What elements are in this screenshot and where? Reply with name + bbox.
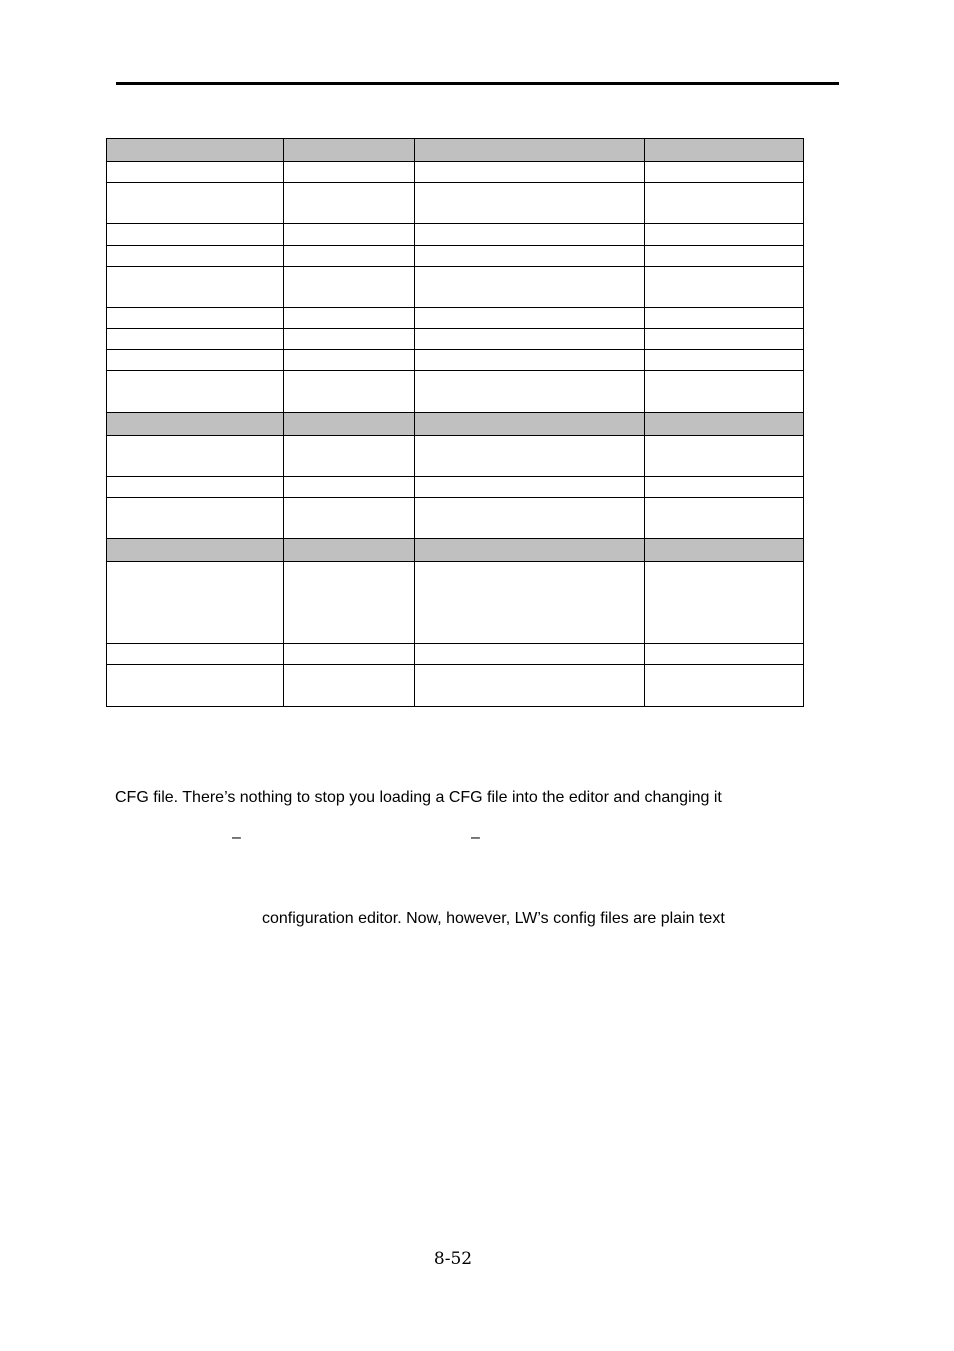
table-cell: [415, 477, 645, 498]
table-cell: [645, 665, 804, 707]
table-cell: [645, 413, 804, 436]
table-cell: [645, 436, 804, 477]
table-row: [107, 371, 804, 413]
table-cell: [284, 371, 415, 413]
table-cell: [645, 308, 804, 329]
table-row: [107, 436, 804, 477]
table-row: [107, 665, 804, 707]
table-cell: [284, 644, 415, 665]
table-row: [107, 308, 804, 329]
table-cell: [284, 246, 415, 267]
table-cell: [645, 644, 804, 665]
table-cell: [107, 224, 284, 246]
table-cell: [107, 246, 284, 267]
table-cell: [645, 562, 804, 644]
table-cell: [107, 436, 284, 477]
table-cell: [645, 371, 804, 413]
dash-2: –: [471, 829, 480, 846]
table-cell: [415, 267, 645, 308]
table-cell: [107, 477, 284, 498]
table-cell: [107, 539, 284, 562]
table-cell: [284, 183, 415, 224]
table-cell: [107, 498, 284, 539]
table-cell: [107, 413, 284, 436]
table-row: [107, 350, 804, 371]
data-table: [106, 138, 804, 707]
body-text-line-2: configuration editor. Now, however, LW’s config files are plain text: [262, 910, 725, 927]
table-row: [107, 246, 804, 267]
table-row: [107, 644, 804, 665]
table-cell: [107, 665, 284, 707]
table-cell: [107, 371, 284, 413]
table-cell: [415, 562, 645, 644]
table-cell: [415, 246, 645, 267]
table-cell: [645, 162, 804, 183]
table-cell: [645, 539, 804, 562]
table-row: [107, 224, 804, 246]
table-cell: [415, 162, 645, 183]
table-cell: [284, 267, 415, 308]
body-text-line-1: CFG file. There’s nothing to stop you loading a CFG file into the editor and changing it: [115, 789, 722, 806]
table-cell: [645, 183, 804, 224]
table-cell: [645, 350, 804, 371]
table-cell: [415, 139, 645, 162]
table-cell: [415, 308, 645, 329]
table-row: [107, 139, 804, 162]
table-cell: [284, 329, 415, 350]
table-cell: [415, 371, 645, 413]
table-row: [107, 477, 804, 498]
table-cell: [415, 329, 645, 350]
table-row: [107, 162, 804, 183]
table-cell: [107, 183, 284, 224]
table-cell: [415, 224, 645, 246]
table-cell: [107, 329, 284, 350]
table-cell: [415, 498, 645, 539]
table-row: [107, 267, 804, 308]
table-cell: [645, 139, 804, 162]
table-cell: [415, 350, 645, 371]
table-cell: [284, 498, 415, 539]
table-cell: [284, 308, 415, 329]
table-cell: [284, 413, 415, 436]
table-cell: [107, 644, 284, 665]
page-number: 8-52: [433, 1249, 473, 1269]
table-row: [107, 539, 804, 562]
table-cell: [284, 539, 415, 562]
table-cell: [645, 224, 804, 246]
table-row: [107, 329, 804, 350]
table-cell: [645, 498, 804, 539]
header-rule: [116, 82, 839, 85]
table-cell: [415, 665, 645, 707]
table-cell: [645, 246, 804, 267]
table-cell: [284, 139, 415, 162]
table-cell: [284, 562, 415, 644]
table-row: [107, 413, 804, 436]
table-cell: [284, 477, 415, 498]
table-cell: [107, 162, 284, 183]
table-cell: [415, 644, 645, 665]
table-cell: [415, 436, 645, 477]
table-cell: [284, 436, 415, 477]
table-cell: [645, 477, 804, 498]
table-cell: [284, 224, 415, 246]
table-cell: [415, 183, 645, 224]
table-cell: [645, 267, 804, 308]
table-cell: [284, 350, 415, 371]
table-cell: [415, 539, 645, 562]
table-cell: [645, 329, 804, 350]
table-cell: [284, 665, 415, 707]
table-row: [107, 562, 804, 644]
table-cell: [284, 162, 415, 183]
table-row: [107, 498, 804, 539]
table-row: [107, 183, 804, 224]
table-cell: [107, 350, 284, 371]
table-cell: [107, 267, 284, 308]
table-cell: [415, 413, 645, 436]
table-cell: [107, 562, 284, 644]
table-cell: [107, 139, 284, 162]
table-cell: [107, 308, 284, 329]
dash-1: –: [232, 829, 241, 846]
